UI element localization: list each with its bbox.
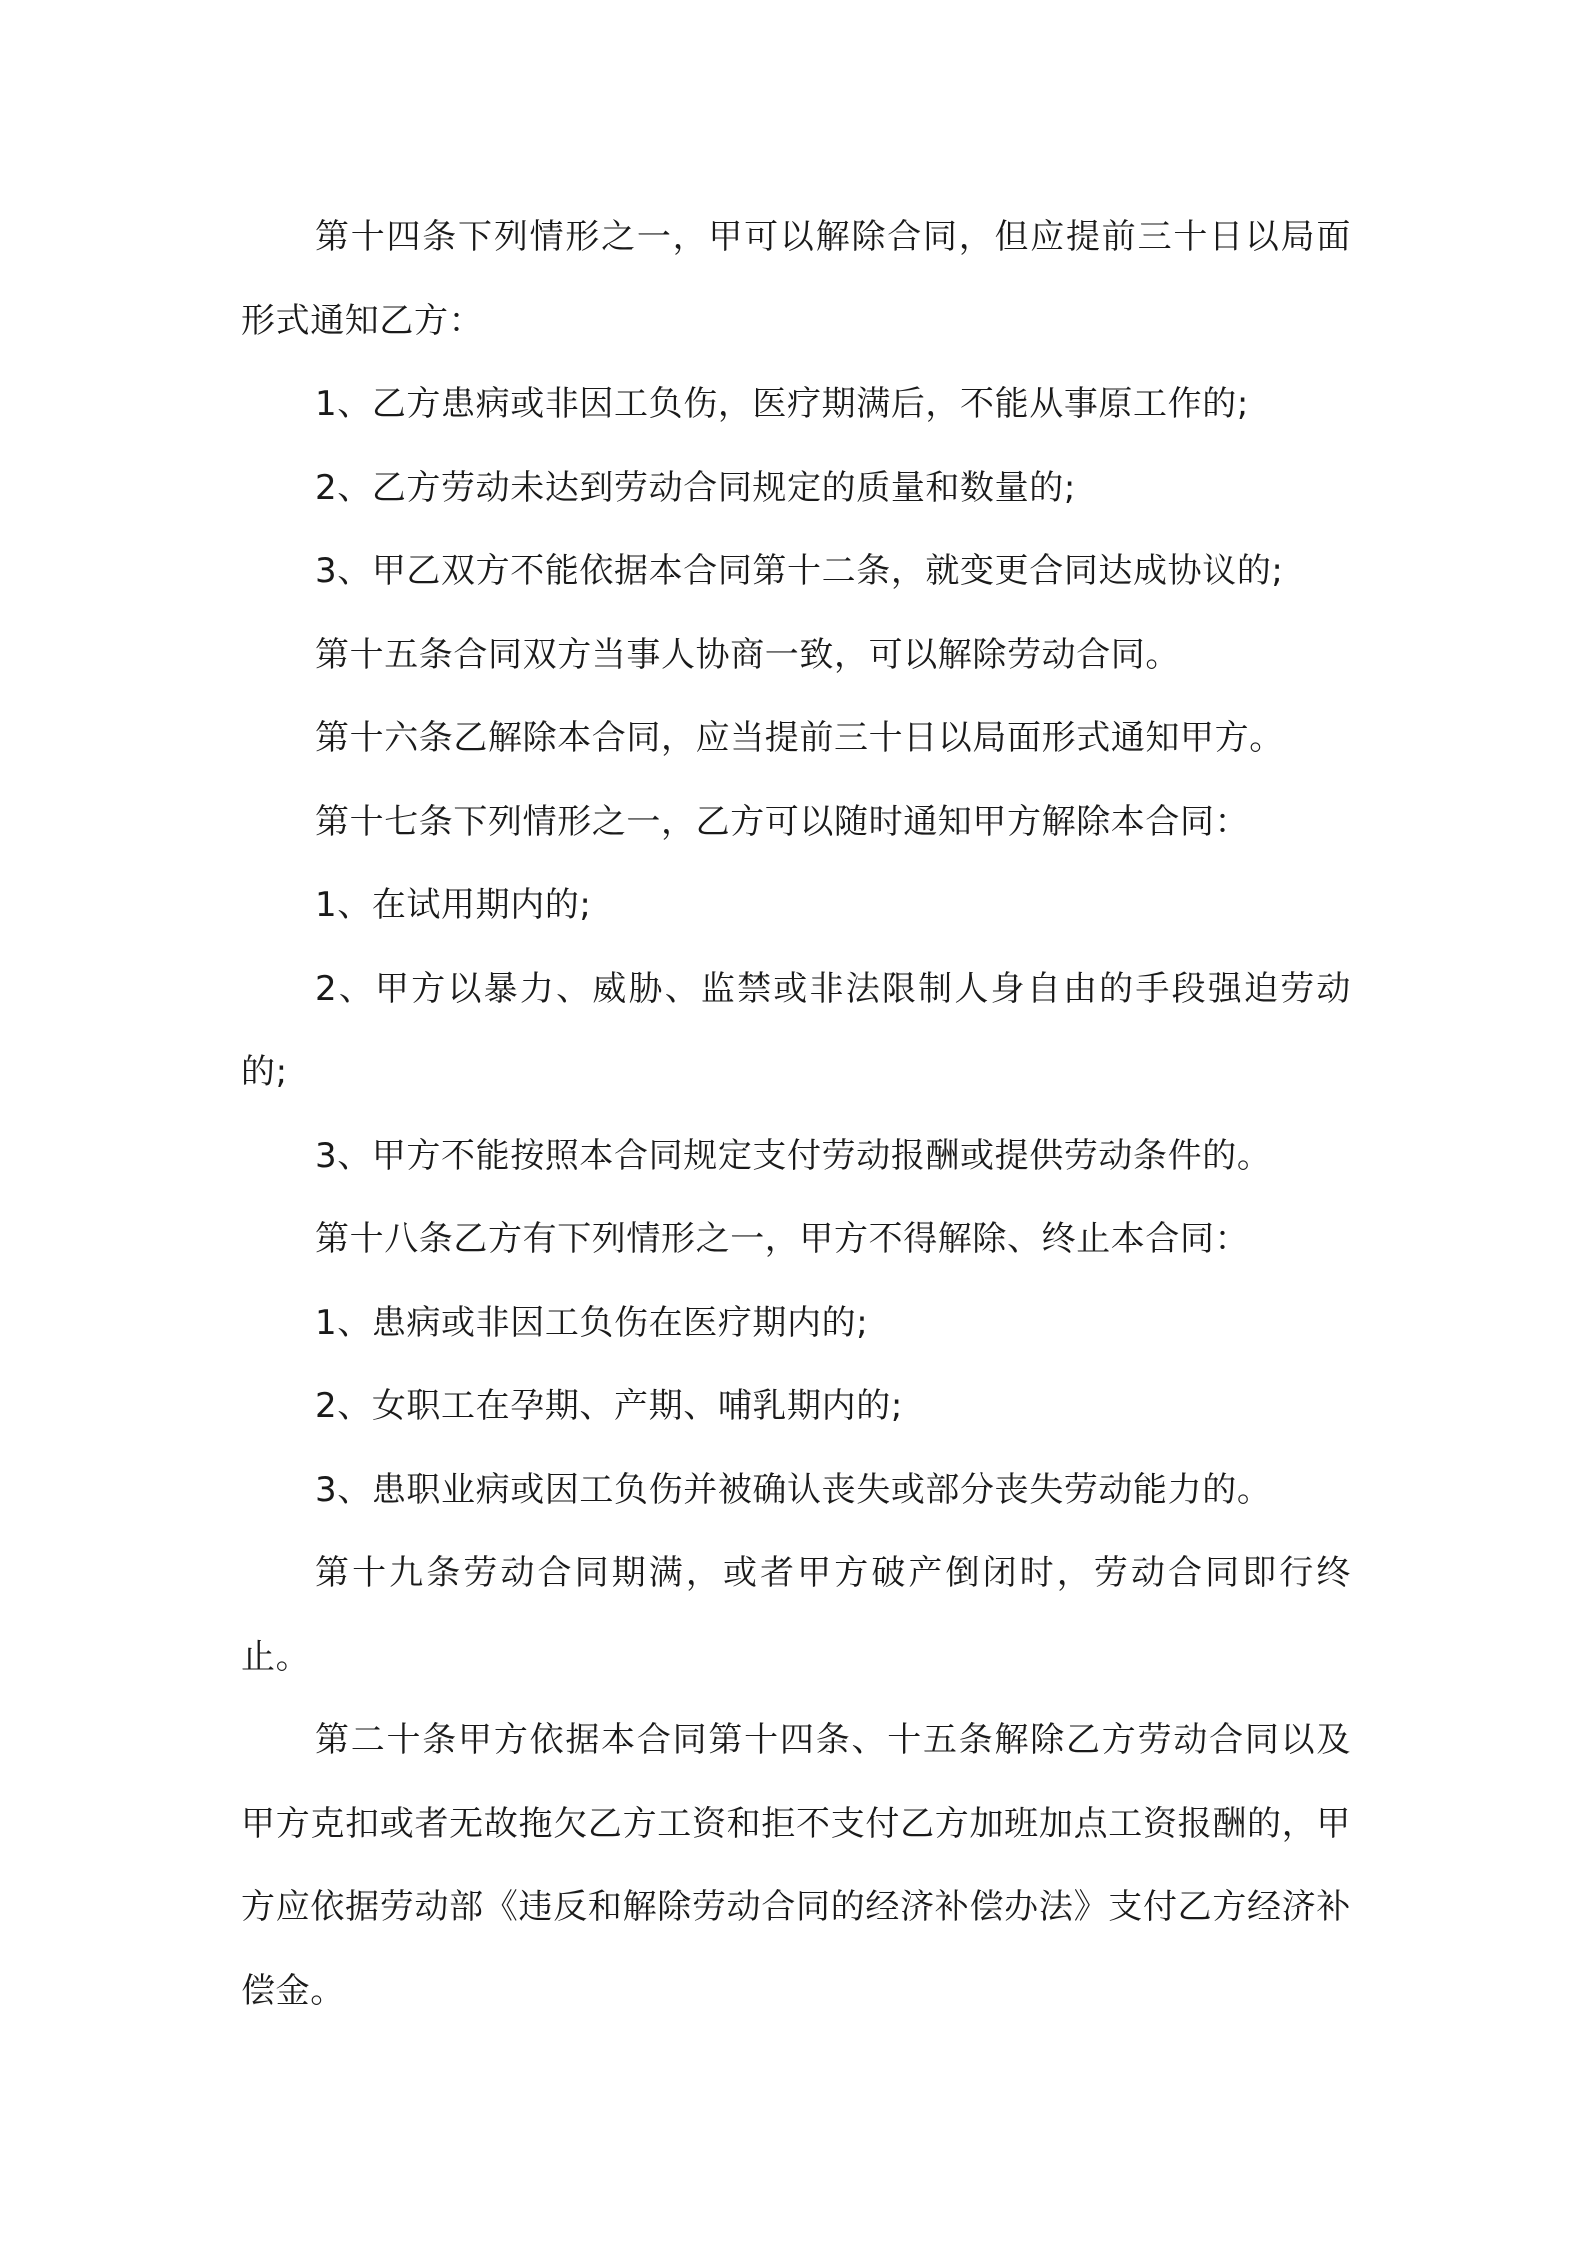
paragraph-article-17-item-1: 1、在试用期内的; — [315, 885, 592, 925]
paragraph-article-17: 第十七条下列情形之一，乙方可以随时通知甲方解除本合同： — [315, 801, 1250, 842]
paragraph-article-17-item-3: 3、甲方不能按照本合同规定支付劳动报酬或提供劳动条件的。 — [315, 1135, 1272, 1176]
paragraph-article-15: 第十五条合同双方当事人协商一致，可以解除劳动合同。 — [315, 634, 1180, 675]
paragraph-article-14: 第十四条下列情形之一，甲可以解除合同，但应提前三十日以局面形式通知乙方： — [241, 217, 1351, 341]
document-body — [241, 196, 1351, 2033]
paragraph-article-18-item-3: 3、患职业病或因工负伤并被确认丧失或部分丧失劳动能力的。 — [315, 1469, 1272, 1510]
paragraph-article-16: 第十六条乙解除本合同，应当提前三十日以局面形式通知甲方。 — [315, 718, 1284, 758]
paragraph-article-18: 第十八条乙方有下列情形之一，甲方不得解除、终止本合同： — [315, 1219, 1250, 1259]
paragraph-article-14-item-2: 2、乙方劳动未达到劳动合同规定的质量和数量的; — [315, 467, 1076, 508]
paragraph-article-20: 第二十条甲方依据本合同第十四条、十五条解除乙方劳动合同以及甲方克扣或者无故拖欠乙方工资和拒不支付乙方加班加点工资报酬的，甲方应依据劳动部《违反和解除劳动合同的经济补偿办法》支付乙方经济补偿金。 — [241, 1720, 1351, 2011]
paragraph-article-19: 第十九条劳动合同期满，或者甲方破产倒闭时，劳动合同即行终止。 — [241, 1553, 1351, 1677]
paragraph-article-14-item-3: 3、甲乙双方不能依据本合同第十二条，就变更合同达成协议的; — [315, 551, 1284, 591]
paragraph-article-17-item-2: 2、甲方以暴力、威胁、监禁或非法限制人身自由的手段强迫劳动的; — [241, 968, 1351, 1092]
paragraph-article-18-item-2: 2、女职工在孕期、产期、哺乳期内的; — [315, 1386, 903, 1426]
paragraph-article-18-item-1: 1、患病或非因工负伤在医疗期内的; — [315, 1302, 869, 1343]
paragraph-article-14-item-1: 1、乙方患病或非因工负伤，医疗期满后，不能从事原工作的; — [315, 384, 1249, 424]
